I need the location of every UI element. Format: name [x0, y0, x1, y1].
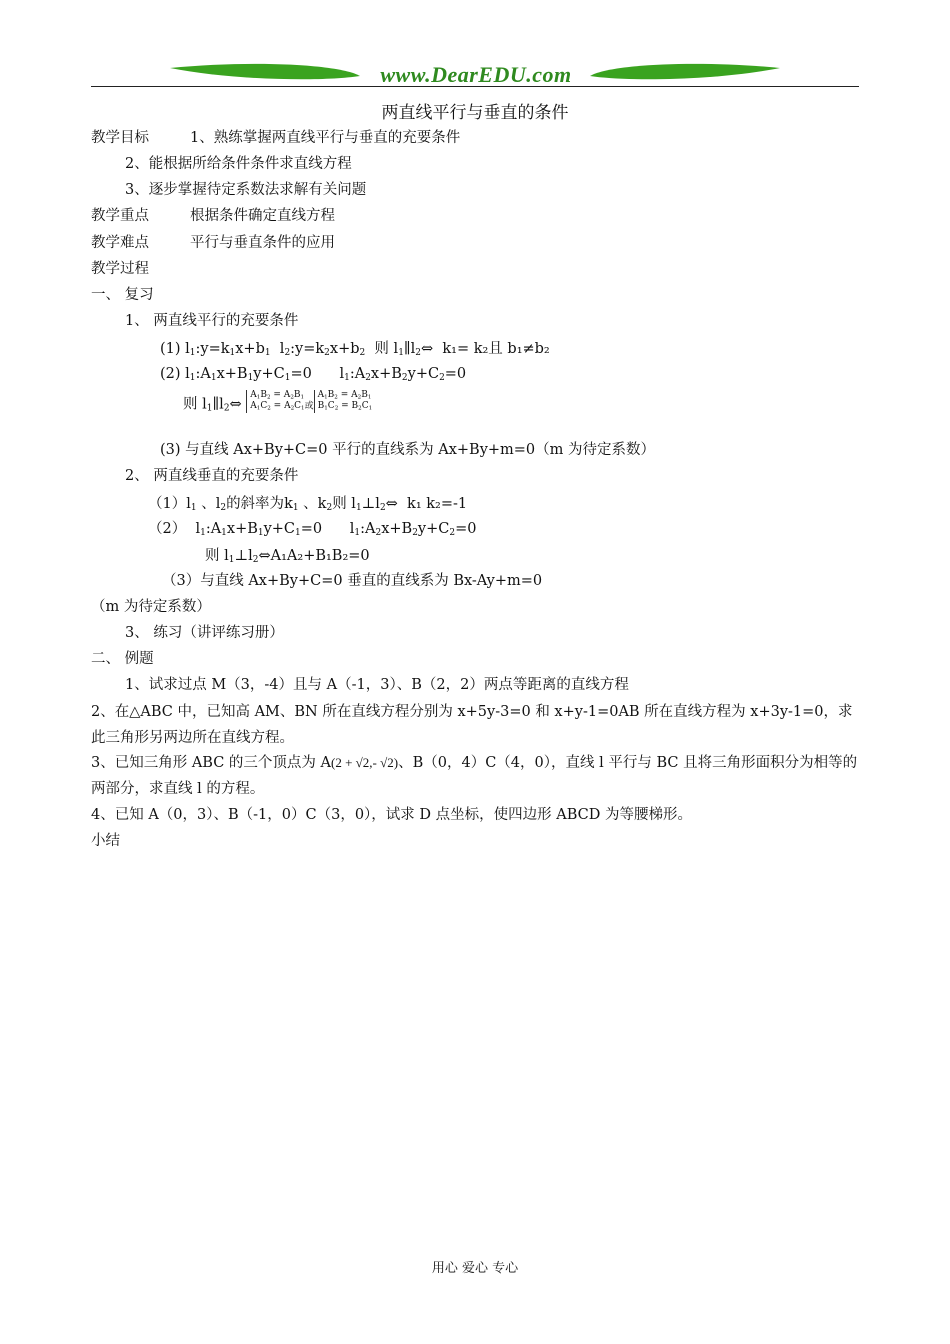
practice-item: 3、 练习（讲评练习册） — [125, 625, 284, 641]
perp-c1-mid: 的斜率为 — [226, 496, 285, 512]
example-3-start: 3、已知三角形 ABC 的三个顶点为 A — [91, 755, 332, 771]
parallel-condition-1: (1) $l_1:y=k_1x+b_1$ $l_2:y=k_2x+b_2$ 则 $l_1\parallel l_2\Leftrightarrow$ k₁= k₂且 b₁≠b₂ — [160, 341, 550, 359]
goal-item-2: 2、能根据所给条件条件求直线方程 — [125, 156, 352, 172]
difficulty-text: 平行与垂直条件的应用 — [190, 235, 335, 251]
parallel-title: 1、 两直线平行的充要条件 — [125, 313, 299, 329]
key-point-label: 教学重点 — [91, 208, 149, 224]
parallel-condition-2-system: 则 $l_1\parallel l_2\Leftrightarrow$ $A_1B_2 = A_2B_1$ $A_1C_2 = A_2C_1$或$A_1B_2 = A_2B_1$ $B_1C_2 = B_2C_1$ — [183, 390, 373, 414]
system-right: $A_1B_2 = A_2B_1$ $B_1C_2 = B_2C_1$ — [314, 390, 373, 413]
parallel-c2-then: 则 — [183, 396, 198, 413]
perp-c1-cond: k₁ k₂=-1 — [407, 496, 468, 512]
page-footer: 用心 爱心 专心 — [431, 1261, 519, 1276]
perp-c1-prefix: （1） — [148, 496, 187, 512]
key-point-text: 根据条件确定直线方程 — [190, 208, 335, 224]
example-2: 2、在△ABC 中，已知高 AM、BN 所在直线方程分别为 x+5y-3=0 和 x+y-1=0AB 所在直线方程为 x+3y-1=0，求此三角形另两边所在直线方程。 — [91, 704, 853, 746]
perpendicular-condition-3-cont: （m 为待定系数） — [91, 599, 211, 615]
iff-icon: ⇔ — [420, 341, 434, 357]
iff-icon: ⇔ — [385, 496, 398, 512]
parallel-c1-cond: k₁= k₂且 b₁≠b₂ — [442, 341, 550, 357]
perpendicular-title: 2、 两直线垂直的充要条件 — [125, 468, 299, 484]
perpendicular-condition-1: $(1)l_1$ 、$l_2$的斜率为$k_1$ 、$k_2$则 $l_1\perp l_2\Leftrightarrow$ k₁ k₂=-1 — [148, 496, 468, 514]
example-3 — [91, 750, 861, 802]
iff-icon: ⇔ — [229, 396, 242, 413]
difficulty-label: 教学难点 — [91, 235, 149, 251]
system-left: $A_1B_2 = A_2B_1$ $A_1C_2 = A_2C_1$ — [246, 390, 304, 413]
example-3-point: (2 + √2,- √2) — [331, 755, 399, 770]
perp-c2-prefix: （2） — [148, 521, 187, 537]
review-heading: 一、 复习 — [91, 287, 154, 303]
or-text: 或 — [304, 401, 314, 412]
perpendicular-condition-3: （3）与直线 Ax+By+C=0 垂直的直线系为 Bx-Ay+m=0 — [162, 573, 543, 589]
perpendicular-condition-2-result: 则 $l_1\perp l_2\Leftrightarrow A_1A_2+B_1B_2=0$ — [205, 548, 370, 566]
site-logo — [170, 56, 780, 90]
header-rule — [91, 86, 859, 87]
perp-c2-then: 则 — [205, 548, 220, 564]
summary-label: 小结 — [91, 833, 120, 849]
parallel-condition-3: (3) 与直线 Ax+By+C=0 平行的直线系为 Ax+By+m=0（m 为待定系数） — [160, 442, 656, 458]
process-label: 教学过程 — [91, 261, 149, 277]
example-1: 1、试求过点 M（3，-4）且与 A（-1，3）、B（2，2）两点等距离的直线方程 — [125, 677, 629, 693]
page-title: 两直线平行与垂直的条件 — [381, 103, 569, 123]
iff-icon: ⇔ — [258, 548, 271, 564]
goals-label: 教学目标 — [91, 130, 149, 146]
perp-c2-cond: A₁A₂+B₁B₂=0 — [270, 548, 370, 564]
perp-c1-then: 则 — [332, 496, 347, 512]
perpendicular-condition-2: （2） $l_1:A_1x+B_1y+C_1=0$ $l_1:A_2x+B_2y+C_2=0$ — [148, 521, 477, 539]
example-3-rest: 、B（0，4）C（4，0），直线 l 平行与 BC 且将三角形面积分为相等的两部分，求直线 l 的方程。 — [91, 755, 858, 797]
parallel-c2-prefix: (2) — [160, 366, 181, 382]
parallel-condition-2: (2) $l_1:A_1x+B_1y+C_1=0$ $l_1:A_2x+B_2y+C_2=0$ — [160, 366, 467, 384]
example-4: 4、已知 A（0，3）、B（-1，0）C（3，0），试求 D 点坐标，使四边形 ABCD 为等腰梯形。 — [91, 807, 692, 823]
goal-item-1: 1、熟练掌握两直线平行与垂直的充要条件 — [190, 130, 461, 146]
parallel-c1-prefix: (1) — [160, 341, 181, 357]
site-name[interactable]: www.DearEDU.com — [380, 62, 572, 87]
goal-item-3: 3、逐步掌握待定系数法求解有关问题 — [125, 182, 367, 198]
examples-heading: 二、 例题 — [91, 651, 154, 667]
